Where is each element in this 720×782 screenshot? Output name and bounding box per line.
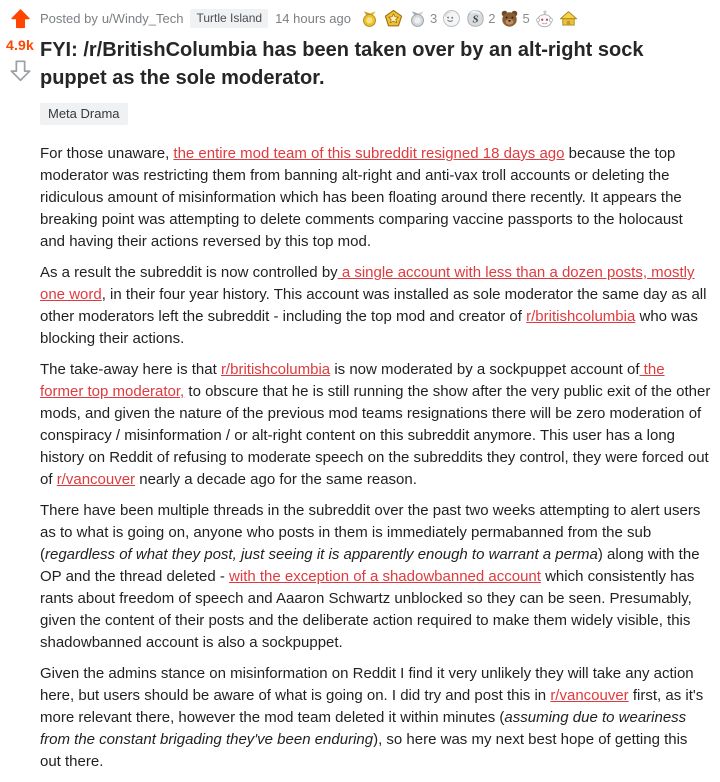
post-body <box>40 143 712 773</box>
silver-coin-icon <box>466 9 485 28</box>
award-count: 3 <box>430 11 437 26</box>
body-text: For those unaware, <box>40 145 173 162</box>
body-link[interactable]: r/britishcolumbia <box>526 308 635 325</box>
body-text: As a result the subreddit is now controlled by <box>40 264 338 281</box>
silver-medal-icon <box>408 9 427 28</box>
body-text: ) along with the OP and the thread deleted - <box>40 546 700 585</box>
body-link[interactable]: the entire mod team of this subreddit resigned 18 days ago <box>173 145 564 162</box>
gold-medal-icon <box>360 9 379 28</box>
body-text: first, as it's more relevant there, however the mod team deleted it within minutes ( <box>40 687 703 726</box>
body-text: There have been multiple threads in the subreddit over the past two weeks attempting to alert users as to what is going on, anyone who posts in them is immediately permabanned from the sub ( <box>40 502 700 563</box>
post-score: 4.9k <box>6 37 34 53</box>
italic-text: assuming due to weariness from the constant brigading they've been enduring <box>40 709 686 748</box>
snoo-plush-icon <box>535 9 554 28</box>
vote-column <box>0 5 40 782</box>
body-link[interactable]: with the exception of a shadowbanned account <box>229 568 541 585</box>
body-paragraph <box>40 262 712 350</box>
award-count: 2 <box>488 11 495 26</box>
downvote-button[interactable] <box>9 58 32 83</box>
post-content <box>40 5 720 782</box>
post-flair-badge[interactable]: Meta Drama <box>40 103 128 125</box>
upvote-arrow-icon <box>10 8 31 30</box>
body-link[interactable]: r/vancouver <box>550 687 628 704</box>
body-paragraph <box>40 663 712 773</box>
post-timestamp: 14 hours ago <box>275 11 351 26</box>
body-text: because the top moderator was restricting them from banning alt-right and anti-vax troll accounts or deleting the ridiculous amount of misinformation which has been floating around there recently. It appears the breaking point was attempting to delete comments comparing vaccine passports to the holocaust and having their actions reversed by this top mod. <box>40 145 683 250</box>
award-wholesome-face-icon[interactable] <box>442 9 461 28</box>
gold-star-badge-icon <box>384 9 403 28</box>
body-paragraph <box>40 359 712 491</box>
user-flair-badge: Turtle Island <box>190 9 268 28</box>
body-link[interactable]: r/britishcolumbia <box>221 361 330 378</box>
svg-text:S: S <box>473 13 479 25</box>
award-gold-star-badge-icon[interactable] <box>384 9 403 28</box>
wholesome-face-icon <box>442 9 461 28</box>
body-paragraph <box>40 143 712 253</box>
body-link[interactable]: the former top moderator, <box>40 361 665 400</box>
gold-house-icon <box>559 9 578 28</box>
author-link[interactable]: u/Windy_Tech <box>102 11 184 26</box>
body-text: , in their four year history. This account was installed as sole moderator the same day as all other moderators left the subreddit - including the top mod and creator of <box>40 286 706 325</box>
body-text: The take-away here is that <box>40 361 221 378</box>
award-gold-medal-icon[interactable] <box>360 9 379 28</box>
downvote-arrow-icon <box>9 58 32 83</box>
award-count: 5 <box>522 11 529 26</box>
award-silver-medal-icon[interactable] <box>408 9 437 28</box>
post-meta-row <box>40 5 712 27</box>
award-snoo-plush-icon[interactable] <box>535 9 554 28</box>
posted-by-label: Posted by <box>40 11 98 26</box>
body-text: nearly a decade ago for the same reason. <box>135 471 417 488</box>
body-text: ), so here was my next best hope of getting this out there. <box>40 731 687 770</box>
body-text: is now moderated by a sockpuppet account of <box>330 361 639 378</box>
post-title: FYI: /r/BritishColumbia has been taken over by an alt-right sock puppet as the sole moderator. <box>40 36 712 92</box>
body-text: Given the admins stance on misinformation on Reddit I find it very unlikely they will take any action here, but users should be aware of what is going on. I did try and post this in <box>40 665 694 704</box>
upvote-button[interactable] <box>10 8 31 30</box>
italic-text: regardless of what they post, just seeing it is apparently enough to warrant a perma <box>45 546 598 563</box>
awards-row <box>360 9 583 28</box>
award-silver-coin-icon[interactable] <box>466 9 495 28</box>
body-link[interactable]: a single account with less than a dozen posts, mostly one word <box>40 264 695 303</box>
bear-icon <box>500 9 519 28</box>
body-text: who was blocking their actions. <box>40 308 698 347</box>
body-text: which consistently has rants about freedom of speech and Aaaron Schwartz unblocked so they can be seen. Presumably, given the content of their posts and the deliberate action required to make them widely visible, this shadowbanned account is also a sockpuppet. <box>40 568 694 651</box>
award-gold-house-icon[interactable] <box>559 9 578 28</box>
body-link[interactable]: r/vancouver <box>57 471 135 488</box>
body-text: to obscure that he is still running the show after the very public exit of the other mods, and given the nature of the previous mod teams resignations there will be zero moderation of conspiracy / misinformation / or alt-right content on this subreddit anymore. This user has a long history on Reddit of refusing to moderate speech on the subreddits they control, they were forced out of <box>40 383 710 488</box>
body-paragraph <box>40 500 712 654</box>
award-bear-icon[interactable] <box>500 9 529 28</box>
